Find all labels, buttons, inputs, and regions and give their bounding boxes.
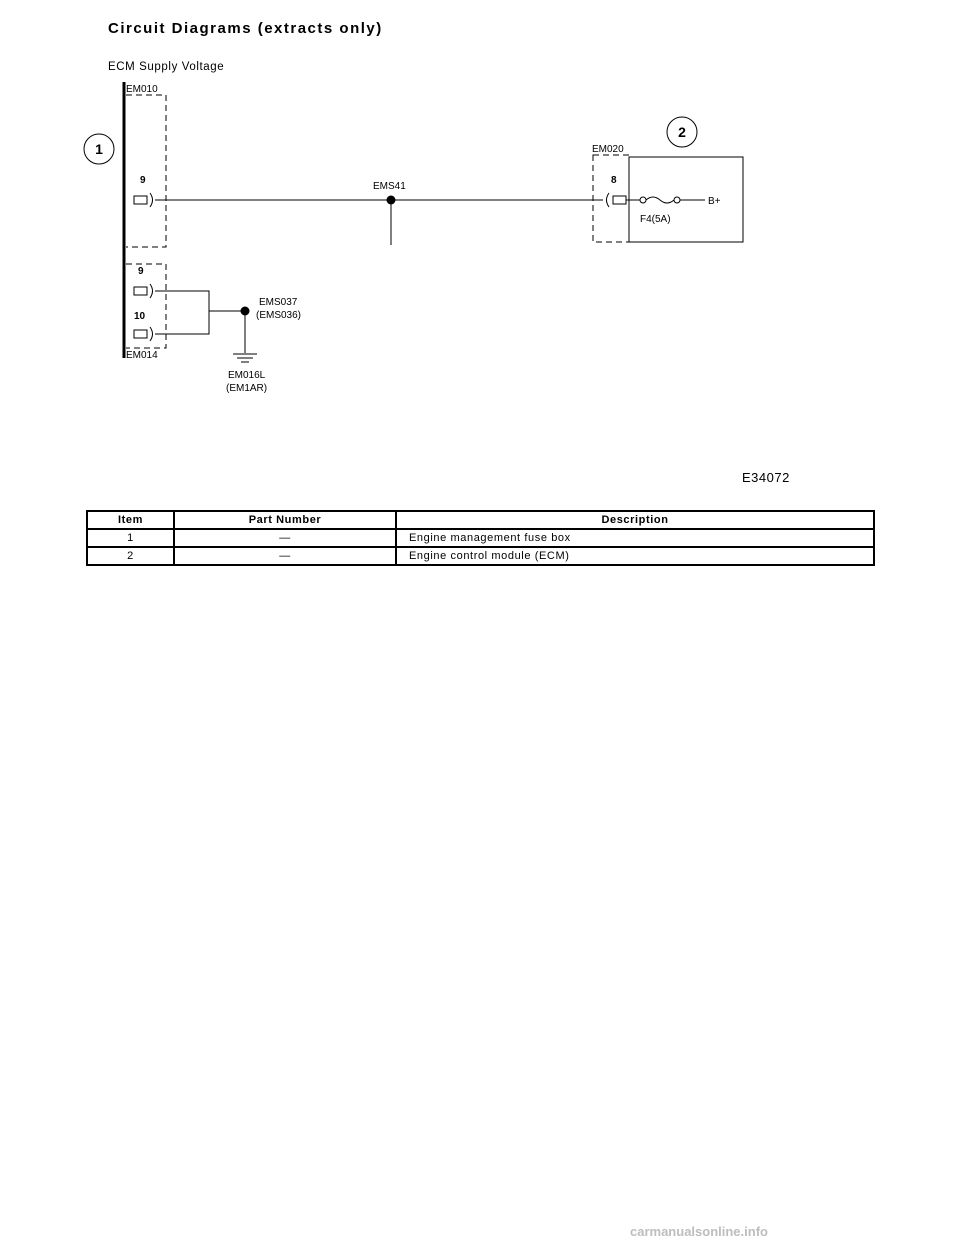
cell-description: Engine management fuse box xyxy=(396,529,874,547)
em020-pin-receptacle xyxy=(607,193,610,207)
em010-pin-terminal xyxy=(134,196,147,204)
em014-pin-a-terminal xyxy=(134,287,147,295)
table-header-row xyxy=(87,511,874,529)
figure-reference: E34072 xyxy=(742,470,790,485)
splice-ems037-label: EMS037 xyxy=(259,297,298,308)
cell-item: 1 xyxy=(87,529,174,547)
page-title: Circuit Diagrams (extracts only) xyxy=(108,20,383,37)
em010-pin-label: 9 xyxy=(140,175,146,186)
col-header-description: Description xyxy=(396,511,874,529)
em014-pin-b-terminal xyxy=(134,330,147,338)
supply-label: B+ xyxy=(708,196,721,207)
splice-ems41-label: EMS41 xyxy=(373,181,406,192)
col-header-part-number: Part Number xyxy=(174,511,396,529)
em020-connector-label: EM020 xyxy=(592,144,624,155)
watermark: carmanualsonline.info xyxy=(630,1224,768,1239)
em014-pin-b-receptacle xyxy=(150,327,153,341)
cell-description: Engine control module (ECM) xyxy=(396,547,874,565)
cell-item: 2 xyxy=(87,547,174,565)
ground-label: EM016L xyxy=(228,370,266,381)
splice-ems036-label: (EMS036) xyxy=(256,310,302,321)
table-row xyxy=(87,529,874,547)
em014-pin-a-receptacle xyxy=(150,284,153,298)
em010-connector-label: EM010 xyxy=(126,84,158,95)
ground-alt-label: (EM1AR) xyxy=(226,383,268,394)
ground-wires xyxy=(155,291,245,334)
em020-pin-terminal xyxy=(613,196,626,204)
callout-2-label: 2 xyxy=(678,124,686,140)
table-row xyxy=(87,547,874,565)
cell-part-number: — xyxy=(174,529,396,547)
cell-part-number: — xyxy=(174,547,396,565)
em014-pin-a-label: 9 xyxy=(138,266,144,277)
diagram-caption: ECM Supply Voltage xyxy=(108,61,225,73)
col-header-item: Item xyxy=(87,511,174,529)
fuse-label: F4(5A) xyxy=(640,214,671,225)
em014-pin-b-label: 10 xyxy=(134,311,146,322)
em020-pin-label: 8 xyxy=(611,175,617,186)
circuit-diagram xyxy=(0,0,960,500)
ground-symbol-icon xyxy=(233,354,257,362)
parts-table xyxy=(86,510,875,566)
em010-connector-outline xyxy=(126,95,166,247)
em010-pin-receptacle xyxy=(150,193,153,207)
em014-connector-label: EM014 xyxy=(126,350,158,361)
callout-1-label: 1 xyxy=(95,141,103,157)
